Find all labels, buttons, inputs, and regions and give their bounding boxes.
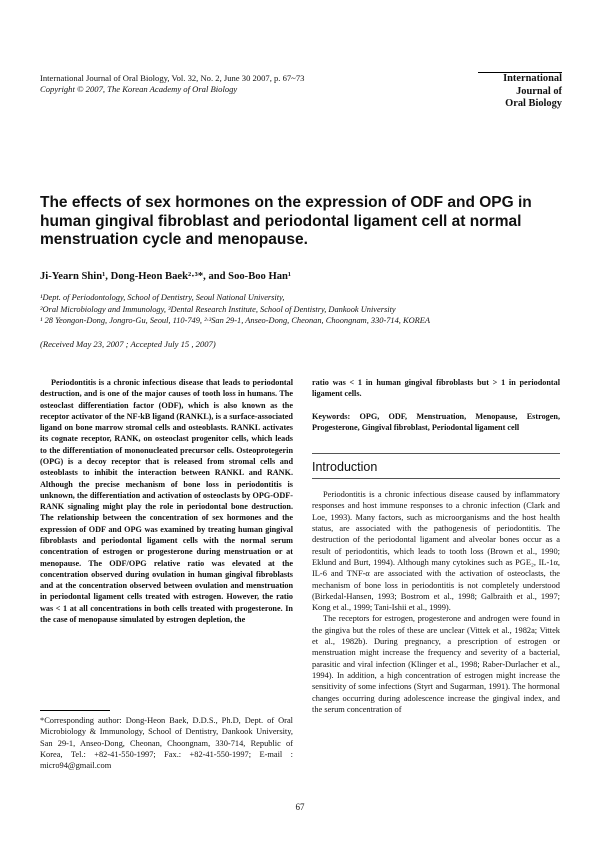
copyright-line: Copyright © 2007, The Korean Academy of Oral Biology [40, 84, 238, 94]
abstract-continued: ratio was < 1 in human gingival fibroblasts but > 1 in periodontal ligament cells. [312, 378, 560, 399]
keywords-list: OPG, ODF, Menstruation, Menopause, Estrogen, Progesterone, Gingival fibroblast, Periodontal ligament cell [312, 412, 561, 433]
section-rule [312, 453, 560, 454]
corresponding-author-footnote: *Corresponding author: Dong-Heon Baek, D.D.S., Ph.D, Dept. of Oral Microbiology & Immunology, School of Dentistry, Dankook University, San 29-1, Anseo-Dong, Cheonan, Choongnam, 330-714, Republic of Korea, Tel.: +82-41-550-1997; Fax.: +82-41-550-1997; E-mail : micro94@gmail.com [40, 716, 293, 771]
keywords-label: Keywords: [312, 412, 351, 421]
affiliation-line: ²Oral Microbiology and Immunology, ³Dental Research Institute, School of Dentistry, Dankook University [40, 304, 396, 314]
article-title: The effects of sex hormones on the expression of ODF and OPG in human gingival fibroblast and periodontal ligament cell at normal menstruation cycle and menopause. [40, 194, 532, 248]
journal-box-rule [478, 72, 562, 73]
footnote-rule [40, 710, 110, 711]
intro-paragraph: The receptors for estrogen, progesterone and androgen were found in the gingiva but the roles of these are unclear (Vittek et al., 1982a; Vittek et al., 1982b). During pregnancy, a prescription of estrogen or menstruation might increase the frequency and severity of a bacterial, parasitic and viral infection (Klinger et al., 1998; Raber-Durlacher et al., 1994). In addition, a high concentration of estrogen might increase the sensitivity of some infections (Styrt and Sugarman, 1991). The hormonal changes occurring during adolescence increase the gingival index, and the serum concentration of [312, 614, 560, 714]
journal-name-line: International [503, 73, 562, 84]
affiliation-line: ¹Dept. of Periodontology, School of Dentistry, Seoul National University, [40, 293, 285, 302]
introduction-body [312, 489, 560, 715]
affiliation-line: ¹ 28 Yeongon-Dong, Jongro-Gu, Seoul, 110-749, ²·³San 29-1, Anseo-Dong, Cheonan, Choongnam, 330-714, KOREA [40, 316, 430, 325]
journal-citation [40, 73, 360, 95]
section-heading-introduction: Introduction [312, 460, 378, 474]
keywords [312, 411, 560, 434]
abstract: Periodontitis is a chronic infectious disease that leads to periodontal destruction, and is one of the major causes of tooth loss in humans. The osteoclast differentiation factor (ODF), which is also known as the receptor activator of the NF-kB ligand (RANKL), is a surface-associated ligand on bone marrow stromal cells and osteoblasts. RANKL activates its cognate receptor, RANK, on osteoclast progenitor cells, which leads to the differentiation of mononucleated precursor cells. Osteoprotegerin (OPG) is a decoy receptor that is released from stromal cells and osteoblasts to inhibit the interaction between RANKL and RANK. Although the precise mechanism of bone loss in periodontitis is unknown, the differentiation and activation of osteoclasts by OPG-ODF-RANK signaling might play the role in periodontal bone destruction. The relationship between the concentration of sex hormones and the expression of ODF and OPG was examined by treating human gingival fibroblasts and periodontal ligament cells with the normal serum concentration of estrogen or progesterone during menstruation or at menopause. The ODF/OPG relative ratio was elevated at the concentration observed during ovulation in human gingival fibroblasts and at the concentration observed between ovulation and menstruation in periodontal ligament cells treated with estrogen. However, the ratio was < 1 at all concentrations in both cells treated with progesterone. In the case of menopause simulated by estrogen depletion, the [40, 378, 293, 624]
journal-name-line: Oral Biology [505, 98, 562, 109]
intro-paragraph: Periodontitis is a chronic infectious disease caused by inflammatory responses and host immune responses to a chronic infection (Clark and Loe, 1993). Many factors, such as microorganisms and the host health status, are associated with the pathogenesis of periodontitis. The destruction of the periodontal ligament and alveolar bones occur as a result of periodontitis, which leads to tooth loss (Brown et al., 1990; Eklund and Burt, 1994). Although many cytokines such as PGE₂, IL-1α, IL-6 and TNF-α are associated with the activation of osteoclasts, the mechanism of bone loss in periodontitis is not completely understood (Birkedal-Hansen, 1993; Bostrom et al., 1998; Galbraith et al., 1997; Kong et al., 1999; Tani-Ishii et al., 1999). [312, 490, 560, 613]
author-list: Ji-Yearn Shin¹, Dong-Heon Baek²·³*, and Soo-Boo Han¹ [40, 271, 292, 282]
journal-citation-line: International Journal of Oral Biology, Vol. 32, No. 2, June 30 2007, p. 67~73 [40, 73, 305, 83]
affiliations [40, 292, 560, 327]
journal-name-box [478, 73, 562, 111]
received-dates: (Received May 23, 2007 ; Accepted July 15 , 2007) [40, 339, 216, 349]
journal-name-line: Journal of [516, 85, 562, 97]
section-rule [312, 478, 560, 479]
page-number: 67 [295, 802, 305, 812]
